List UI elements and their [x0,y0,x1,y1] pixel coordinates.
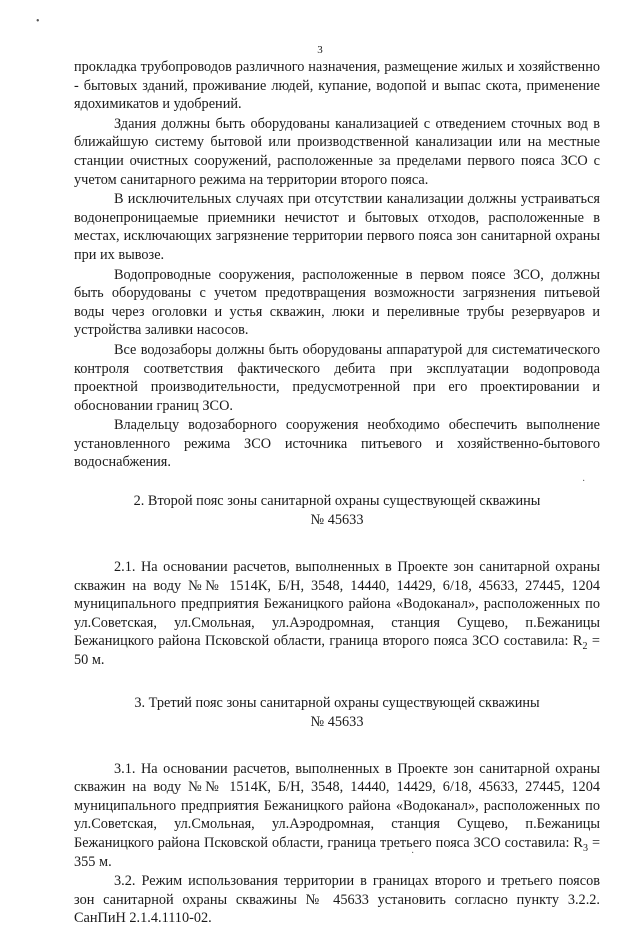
document-body [74,58,600,928]
radius-value: = 50 м. [74,633,600,669]
scan-mark: · [582,476,586,487]
section-2-well-number: № 45633 [310,512,364,529]
radius-value: = 355 м. [74,835,601,870]
paragraph-owner-duty: Владельцу водозаборного сооружения необходимо обеспечить выполнение установленного режима ЗСО источника питьевого и хозяйственно-бытового водоснабжения. [74,417,600,471]
scan-mark: · [411,848,415,859]
section-2-title: 2. Второй пояс зоны санитарной охраны существующей скважины [133,493,541,510]
scan-mark: • [36,16,40,27]
paragraph-water-intakes: Все водозаборы должны быть оборудованы аппаратурой для систематического контроля соответствия фактического дебита при эксплуатации водопровода проектной производительности, предусмотренной при его проектировании и обосновании границ ЗСО. [74,341,600,414]
section-3-heading [74,694,600,732]
paragraph-waste-receivers: В исключительных случаях при отсутствии канализации должны устраиваться водонепроницаемые приемники нечистот и бытовых отходов, расположенные в местах, исключающих загрязнение территории первого пояса зон санитарной охраны при их вывозе. [74,191,600,263]
section-2-heading [74,492,600,530]
section-3-title: 3. Третий пояс зоны санитарной охраны существующей скважины [134,694,540,711]
paragraph-3-2: 3.2. Режим использования территории в границах второго и третьего поясов зон санитарной охраны скважины № 45633 установить согласно пункту 3.2.2. СанПиН 2.1.4.1110-02. [74,873,600,927]
radius-subscript: 3 [582,842,588,854]
paragraph-3-1-text: 3.1. На основании расчетов, выполненных в Проекте зон санитарной охраны скважин на воду №№ 1514К, Б/Н, 3548, 14440, 14429, 6/18, 45633, 27445, 1204 муниципального предприятия Бежаницкого района «Водоканал», расположенных по ул.Советская, ул.Смольная, ул.Аэродромная, станция Сущево, п.Бежаницы Бежаницкого района Псковской области, граница третьего пояса ЗСО составила: R [74,760,600,851]
paragraph-water-structures: Водопроводные сооружения, расположенные в первом поясе ЗСО, должны быть оборудованы с учетом предотвращения возможности загрязнения питьевой воды через оголовки и устья скважин, люки и переливные трубы резервуаров и устройства заливки насосов. [74,266,600,339]
page-number: 3 [317,44,323,56]
radius-subscript: 2 [582,641,588,653]
paragraph-restrictions: прокладка трубопроводов различного назначения, размещение жилых и хозяйственно - бытовых зданий, проживание людей, купание, водопой и выпас скота, применение ядохимикатов и удобрений. [74,59,600,113]
paragraph-2-1-text: 2.1. На основании расчетов, выполненных в Проекте зон санитарной охраны скважин на воду №№ 1514К, Б/Н, 3548, 14440, 14429, 6/18, 45633, 27445, 1204 муниципального предприятия Бежаницкого района «Водоканал», расположенных по ул.Советская, ул.Смольная, ул.Аэродромная, станция Сущево, п.Бежаницы Бежаницкого района Псковской области, граница второго пояса ЗСО составила: R [74,559,600,650]
paragraph-3-1 [74,760,600,872]
section-3-well-number: № 45633 [310,713,364,730]
paragraph-sewerage: Здания должны быть оборудованы канализацией с отведением сточных вод в ближайшую систему бытовой или производственной канализации или на местные станции очистных сооружений, расположенные за пределами первого пояса ЗСО с учетом санитарного режима на территории второго пояса. [74,115,600,188]
paragraph-2-1 [74,558,600,670]
